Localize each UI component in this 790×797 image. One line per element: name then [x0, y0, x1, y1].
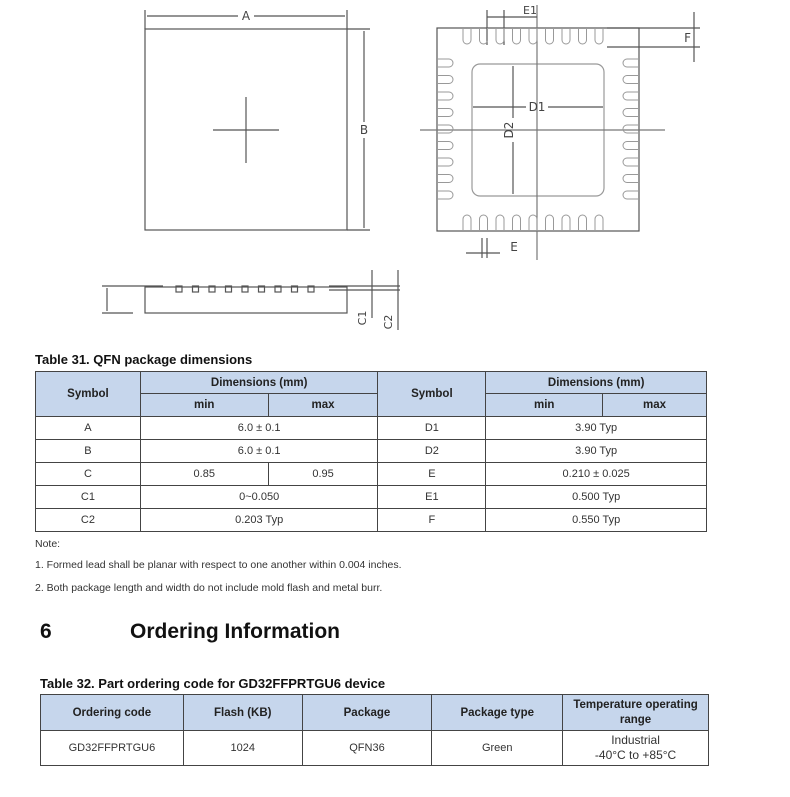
- header-package: Package: [302, 695, 432, 731]
- table-row: [36, 463, 707, 486]
- table-row: [41, 731, 709, 766]
- table-row: [36, 440, 707, 463]
- header-flash: Flash (KB): [183, 695, 302, 731]
- ordering-code-table: [40, 694, 709, 766]
- header-min: min: [486, 394, 603, 417]
- pin-outline: [546, 28, 554, 44]
- qfn-dimensions-table: [35, 371, 707, 532]
- flash-cell: 1024: [183, 731, 302, 766]
- value-cell: 0.550 Typ: [486, 509, 707, 532]
- value-cell: 6.0 ± 0.1: [140, 417, 378, 440]
- pin-outline: [579, 28, 587, 44]
- value-cell: 3.90 Typ: [486, 417, 707, 440]
- note-item: 2. Both package length and width do not include mold flash and metal burr.: [35, 582, 383, 594]
- value-cell: 0.210 ± 0.025: [486, 463, 707, 486]
- symbol-cell: E1: [378, 486, 486, 509]
- symbol-cell: F: [378, 509, 486, 532]
- value-cell: 0~0.050: [140, 486, 378, 509]
- pin-outline: [513, 28, 521, 44]
- pin-outline: [513, 215, 521, 231]
- symbol-cell: A: [36, 417, 141, 440]
- pin-outline: [546, 215, 554, 231]
- symbol-cell: D2: [378, 440, 486, 463]
- package-type-cell: Green: [432, 731, 563, 766]
- table-row: [36, 509, 707, 532]
- pin-outline: [623, 175, 639, 183]
- pin-outline: [579, 215, 587, 231]
- pin-outline: [623, 158, 639, 166]
- pin-outline: [496, 28, 504, 44]
- pin-outline: [480, 215, 488, 231]
- pin-outline: [437, 59, 453, 67]
- header-symbol: Symbol: [36, 372, 141, 417]
- temperature-grade: Industrial: [611, 733, 660, 747]
- pin-outline: [623, 92, 639, 100]
- pin-outline: [623, 125, 639, 133]
- pin-outline: [595, 28, 603, 44]
- symbol-cell: E: [378, 463, 486, 486]
- header-dimensions: Dimensions (mm): [140, 372, 378, 394]
- pin-outline: [623, 191, 639, 199]
- label-C2: C2: [382, 314, 395, 330]
- pin-outline: [623, 109, 639, 117]
- symbol-cell: C2: [36, 509, 141, 532]
- pin-outline: [437, 76, 453, 84]
- header-min: min: [140, 394, 268, 417]
- header-max: max: [268, 394, 378, 417]
- pin-outline: [529, 28, 537, 44]
- pin-outline: [437, 92, 453, 100]
- ordering-code-cell: GD32FFPRTGU6: [41, 731, 184, 766]
- pin-outline: [623, 76, 639, 84]
- symbol-cell: C: [36, 463, 141, 486]
- label-A: A: [241, 9, 251, 23]
- note-title: Note:: [35, 538, 61, 550]
- header-max: max: [603, 394, 707, 417]
- pin-outline: [595, 215, 603, 231]
- symbol-cell: D1: [378, 417, 486, 440]
- pin-outline: [437, 175, 453, 183]
- pin-outline: [437, 125, 453, 133]
- max-cell: 0.95: [268, 463, 378, 486]
- label-D1: D1: [528, 100, 546, 114]
- label-C1: C1: [356, 310, 369, 326]
- header-symbol: Symbol: [378, 372, 486, 417]
- pin-outline: [463, 28, 471, 44]
- pin-outline: [480, 28, 488, 44]
- section-title: Ordering Information: [130, 620, 340, 643]
- min-cell: 0.85: [140, 463, 268, 486]
- section-number: 6: [40, 620, 52, 643]
- pin-outline: [437, 158, 453, 166]
- qfn-package-drawing: [0, 0, 790, 345]
- header-dimensions: Dimensions (mm): [486, 372, 707, 394]
- value-cell: 0.500 Typ: [486, 486, 707, 509]
- table-row: [36, 417, 707, 440]
- pin-outline: [437, 109, 453, 117]
- symbol-cell: C1: [36, 486, 141, 509]
- label-F: F: [684, 31, 691, 45]
- table31-caption: Table 31. QFN package dimensions: [35, 352, 253, 367]
- pin-outline: [529, 215, 537, 231]
- temperature-cell: [563, 731, 709, 766]
- value-cell: 0.203 Typ: [140, 509, 378, 532]
- label-B: B: [359, 123, 369, 137]
- temperature-range: -40°C to +85°C: [594, 748, 677, 762]
- pin-outline: [437, 142, 453, 150]
- header-ordering-code: Ordering code: [41, 695, 184, 731]
- pin-outline: [562, 28, 570, 44]
- pin-outline: [623, 142, 639, 150]
- note-item: 1. Formed lead shall be planar with respect to one another within 0.004 inches.: [35, 559, 402, 571]
- label-D2: D2: [502, 121, 516, 139]
- value-cell: 3.90 Typ: [486, 440, 707, 463]
- header-temperature: Temperature operating range: [563, 695, 709, 731]
- label-E1: E1: [523, 4, 537, 17]
- pin-outline: [562, 215, 570, 231]
- table-row: [36, 486, 707, 509]
- pin-outline: [496, 215, 504, 231]
- package-cell: QFN36: [302, 731, 432, 766]
- pin-outline: [437, 191, 453, 199]
- label-E: E: [510, 240, 518, 254]
- header-package-type: Package type: [432, 695, 563, 731]
- value-cell: 6.0 ± 0.1: [140, 440, 378, 463]
- symbol-cell: B: [36, 440, 141, 463]
- pin-outline: [623, 59, 639, 67]
- table32-caption: Table 32. Part ordering code for GD32FFPRTGU6 device: [40, 676, 386, 691]
- pin-outline: [463, 215, 471, 231]
